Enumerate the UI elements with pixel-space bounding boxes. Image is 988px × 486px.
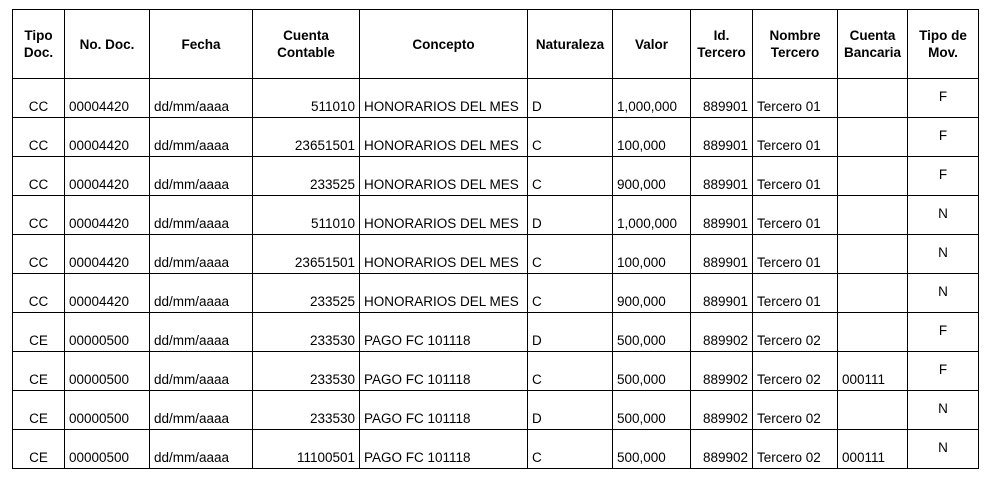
cell-fecha: dd/mm/aaaa (150, 79, 253, 118)
document-page (12, 9, 979, 469)
cell-concepto: PAGO FC 101118 (360, 352, 528, 391)
cell-valor: 900,000 (613, 157, 691, 196)
cell-id-tercero: 889902 (691, 313, 753, 352)
cell-cuenta-contable: 11100501 (253, 430, 360, 469)
cell-naturaleza: D (528, 79, 613, 118)
cell-naturaleza: D (528, 196, 613, 235)
cell-valor: 500,000 (613, 313, 691, 352)
cell-cuenta-bancaria (838, 235, 908, 274)
header-cuenta-contable: Cuenta Contable (253, 10, 360, 79)
cell-concepto: HONORARIOS DEL MES (360, 79, 528, 118)
cell-cuenta-contable: 23651501 (253, 118, 360, 157)
cell-cuenta-contable: 233530 (253, 313, 360, 352)
cell-nombre-tercero: Tercero 02 (753, 352, 838, 391)
table-row (13, 391, 979, 430)
cell-tipo-doc: CC (13, 79, 65, 118)
cell-no-doc: 00000500 (65, 313, 150, 352)
cell-id-tercero: 889901 (691, 274, 753, 313)
cell-naturaleza: D (528, 313, 613, 352)
table-body (13, 79, 979, 469)
cell-id-tercero: 889902 (691, 391, 753, 430)
cell-valor: 500,000 (613, 430, 691, 469)
cell-cuenta-contable: 511010 (253, 196, 360, 235)
header-fecha: Fecha (150, 10, 253, 79)
cell-id-tercero: 889902 (691, 352, 753, 391)
cell-no-doc: 00000500 (65, 391, 150, 430)
cell-tipo-mov: F (908, 313, 979, 352)
table-header-row (13, 10, 979, 79)
table-row (13, 430, 979, 469)
cell-no-doc: 00004420 (65, 118, 150, 157)
cell-concepto: HONORARIOS DEL MES (360, 118, 528, 157)
table-row (13, 235, 979, 274)
header-cuenta-bancaria: Cuenta Bancaria (838, 10, 908, 79)
cell-cuenta-contable: 511010 (253, 79, 360, 118)
table-row (13, 79, 979, 118)
cell-id-tercero: 889901 (691, 157, 753, 196)
header-naturaleza: Naturaleza (528, 10, 613, 79)
cell-valor: 500,000 (613, 391, 691, 430)
cell-fecha: dd/mm/aaaa (150, 157, 253, 196)
cell-tipo-doc: CC (13, 157, 65, 196)
cell-tipo-doc: CE (13, 430, 65, 469)
table-row (13, 196, 979, 235)
cell-fecha: dd/mm/aaaa (150, 391, 253, 430)
cell-nombre-tercero: Tercero 02 (753, 313, 838, 352)
cell-tipo-mov: N (908, 196, 979, 235)
cell-tipo-doc: CE (13, 352, 65, 391)
header-id-tercero: Id. Tercero (691, 10, 753, 79)
cell-naturaleza: C (528, 430, 613, 469)
cell-nombre-tercero: Tercero 01 (753, 274, 838, 313)
cell-no-doc: 00004420 (65, 79, 150, 118)
cell-nombre-tercero: Tercero 01 (753, 196, 838, 235)
cell-fecha: dd/mm/aaaa (150, 352, 253, 391)
cell-cuenta-contable: 23651501 (253, 235, 360, 274)
header-tipo-mov: Tipo de Mov. (908, 10, 979, 79)
cell-cuenta-contable: 233525 (253, 157, 360, 196)
cell-tipo-mov: N (908, 274, 979, 313)
cell-fecha: dd/mm/aaaa (150, 196, 253, 235)
header-valor: Valor (613, 10, 691, 79)
cell-cuenta-contable: 233525 (253, 274, 360, 313)
cell-concepto: HONORARIOS DEL MES (360, 274, 528, 313)
cell-cuenta-contable: 233530 (253, 391, 360, 430)
cell-naturaleza: C (528, 352, 613, 391)
cell-nombre-tercero: Tercero 01 (753, 235, 838, 274)
cell-tipo-mov: F (908, 79, 979, 118)
header-no-doc: No. Doc. (65, 10, 150, 79)
cell-naturaleza: C (528, 118, 613, 157)
cell-naturaleza: C (528, 235, 613, 274)
cell-concepto: HONORARIOS DEL MES (360, 157, 528, 196)
cell-no-doc: 00004420 (65, 274, 150, 313)
table-row (13, 274, 979, 313)
cell-cuenta-bancaria (838, 157, 908, 196)
cell-tipo-doc: CE (13, 313, 65, 352)
cell-tipo-doc: CC (13, 196, 65, 235)
cell-nombre-tercero: Tercero 01 (753, 118, 838, 157)
cell-concepto: HONORARIOS DEL MES (360, 235, 528, 274)
cell-fecha: dd/mm/aaaa (150, 118, 253, 157)
cell-cuenta-bancaria: 000111 (838, 430, 908, 469)
cell-cuenta-bancaria (838, 79, 908, 118)
cell-concepto: HONORARIOS DEL MES (360, 196, 528, 235)
cell-naturaleza: C (528, 274, 613, 313)
cell-concepto: PAGO FC 101118 (360, 391, 528, 430)
cell-cuenta-contable: 233530 (253, 352, 360, 391)
cell-cuenta-bancaria (838, 274, 908, 313)
table-row (13, 118, 979, 157)
cell-id-tercero: 889901 (691, 235, 753, 274)
cell-tipo-mov: N (908, 430, 979, 469)
cell-nombre-tercero: Tercero 02 (753, 391, 838, 430)
cell-cuenta-bancaria (838, 391, 908, 430)
table-row (13, 157, 979, 196)
accounting-entries-table (12, 9, 979, 469)
cell-fecha: dd/mm/aaaa (150, 430, 253, 469)
cell-tipo-doc: CC (13, 235, 65, 274)
cell-nombre-tercero: Tercero 02 (753, 430, 838, 469)
cell-fecha: dd/mm/aaaa (150, 313, 253, 352)
header-concepto: Concepto (360, 10, 528, 79)
cell-cuenta-bancaria (838, 313, 908, 352)
cell-tipo-mov: F (908, 157, 979, 196)
cell-valor: 500,000 (613, 352, 691, 391)
table-row (13, 313, 979, 352)
cell-fecha: dd/mm/aaaa (150, 235, 253, 274)
cell-valor: 1,000,000 (613, 196, 691, 235)
cell-no-doc: 00004420 (65, 196, 150, 235)
cell-id-tercero: 889901 (691, 79, 753, 118)
cell-concepto: PAGO FC 101118 (360, 430, 528, 469)
cell-no-doc: 00004420 (65, 157, 150, 196)
cell-naturaleza: C (528, 157, 613, 196)
cell-tipo-mov: N (908, 391, 979, 430)
cell-no-doc: 00000500 (65, 352, 150, 391)
cell-valor: 1,000,000 (613, 79, 691, 118)
cell-tipo-mov: F (908, 352, 979, 391)
cell-no-doc: 00004420 (65, 235, 150, 274)
cell-fecha: dd/mm/aaaa (150, 274, 253, 313)
cell-no-doc: 00000500 (65, 430, 150, 469)
cell-tipo-mov: F (908, 118, 979, 157)
cell-naturaleza: D (528, 391, 613, 430)
cell-valor: 100,000 (613, 235, 691, 274)
header-nombre-tercero: Nombre Tercero (753, 10, 838, 79)
cell-nombre-tercero: Tercero 01 (753, 157, 838, 196)
cell-cuenta-bancaria (838, 118, 908, 157)
cell-tipo-doc: CC (13, 274, 65, 313)
cell-id-tercero: 889901 (691, 196, 753, 235)
cell-nombre-tercero: Tercero 01 (753, 79, 838, 118)
cell-tipo-mov: N (908, 235, 979, 274)
cell-valor: 100,000 (613, 118, 691, 157)
cell-id-tercero: 889902 (691, 430, 753, 469)
cell-tipo-doc: CE (13, 391, 65, 430)
cell-valor: 900,000 (613, 274, 691, 313)
cell-tipo-doc: CC (13, 118, 65, 157)
cell-cuenta-bancaria: 000111 (838, 352, 908, 391)
cell-cuenta-bancaria (838, 196, 908, 235)
cell-id-tercero: 889901 (691, 118, 753, 157)
cell-concepto: PAGO FC 101118 (360, 313, 528, 352)
table-row (13, 352, 979, 391)
header-tipo-doc: Tipo Doc. (13, 10, 65, 79)
